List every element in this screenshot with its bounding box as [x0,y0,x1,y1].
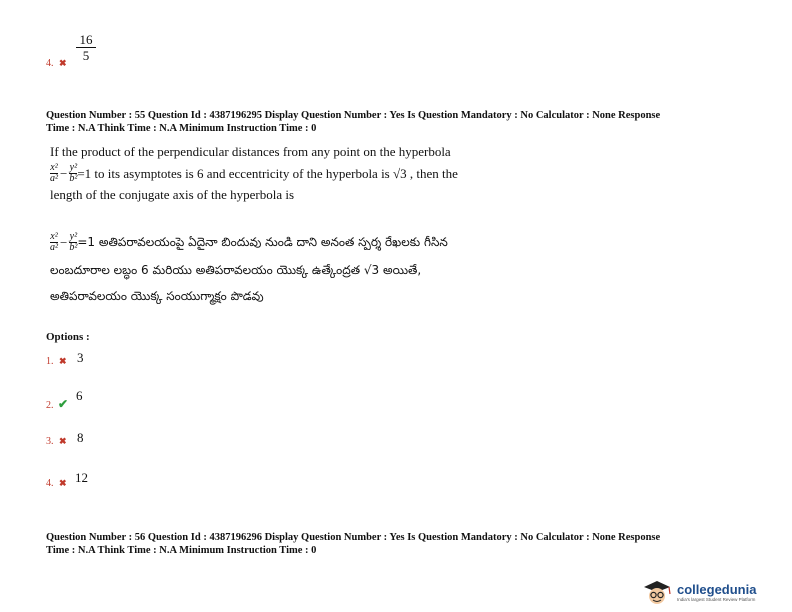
option-1[interactable] [46,350,166,372]
q55-english-line2: $\frac{\text{x²}}{\text{a²}}$ − $\frac{\text{y²}}{\text{b²}}$ =1 to its asymptotes is 6 and eccentricity of the hyperbola is √3 , then the [50,162,458,184]
q56-meta-line1: Question Number : 56 Question Id : 4387196296 Display Question Number : Yes Is Question Mandatory : No Calculator : None Response [46,532,661,543]
options-label: Options : [46,331,90,343]
cross-icon: ✖ [59,436,67,446]
logo-tagline: India's largest Student Review Platform [677,597,756,602]
option-number: 3. [46,436,54,447]
option-3[interactable] [46,430,166,452]
option-value: 6 [76,388,83,403]
fraction-numerator: 16 [79,32,93,47]
q55-telugu-line3: అతిపరావలయం యొక్క సంయుగ్మాక్షం పొడవు [50,289,264,303]
prev-option-fraction [76,32,96,63]
q55-english-line3: length of the conjugate axis of the hyperbola is [50,187,295,202]
q55-meta-line1: Question Number : 55 Question Id : 4387196295 Display Question Number : Yes Is Question Mandatory : No Calculator : None Response [46,110,661,121]
cross-icon: ✖ [59,356,67,366]
option-number: 1. [46,356,54,367]
option-value: 3 [77,350,84,365]
mascot-icon [640,578,674,608]
check-icon: ✔ [58,397,69,411]
y-over-b-fraction: $\frac{\text{y²}}{\text{b²}}$ [69,162,78,184]
q55-telugu-line2: లంబదూరాల లబ్ధం 6 మరియు అతిపరావలయం యొక్క ఉత్కేంద్రత √3 అయితే, [50,263,422,277]
q56-meta [46,531,766,557]
q55-meta [46,109,766,135]
q55-meta-line2: Time : N.A Think Time : N.A Minimum Instruction Time : 0 [46,123,317,134]
q55-english-text [50,143,610,203]
x-over-a-fraction: $\frac{\text{x²}}{\text{a²}}$ [50,231,58,253]
collegedunia-logo [640,578,756,608]
option-value: 8 [77,430,84,445]
q55-english-line1: If the product of the perpendicular distances from any point on the hyperbola [50,144,451,159]
option-number: 4. [46,478,54,489]
q55-telugu-line1: $\frac{\text{x²}}{\text{a²}}$ − $\frac{\text{y²}}{\text{b²}}$ =1 అతిపరావలయంపై ఏదైనా బిందువు నుండి దాని అనంత స్పర్శ రేఖలకు గీసిన [50,231,448,253]
q55-telugu-line1-text: =1 అతిపరావలయంపై ఏదైనా బిందువు నుండి దాని అనంత స్పర్శ రేఖలకు గీసిన [77,235,448,249]
x-over-a-fraction: $\frac{\text{x²}}{\text{a²}}$ [50,162,58,184]
q56-meta-line2: Time : N.A Think Time : N.A Minimum Instruction Time : 0 [46,545,317,556]
option-number: 2. [46,400,54,411]
option-4[interactable] [46,470,166,492]
option-value: 12 [75,470,88,485]
q55-telugu-text [50,232,610,305]
logo-name: collegedunia [677,582,757,597]
fraction-denominator: 5 [82,48,90,63]
q55-english-line2-text: =1 to its asymptotes is 6 and eccentricity of the hyperbola is √3 , then the [77,166,458,181]
cross-icon: ✖ [59,478,67,488]
cross-icon: ✖ [59,58,67,68]
y-over-b-fraction: $\frac{\text{y²}}{\text{b²}}$ [69,231,78,253]
option-2[interactable] [46,388,166,414]
prev-option-number: 4. [46,58,54,69]
